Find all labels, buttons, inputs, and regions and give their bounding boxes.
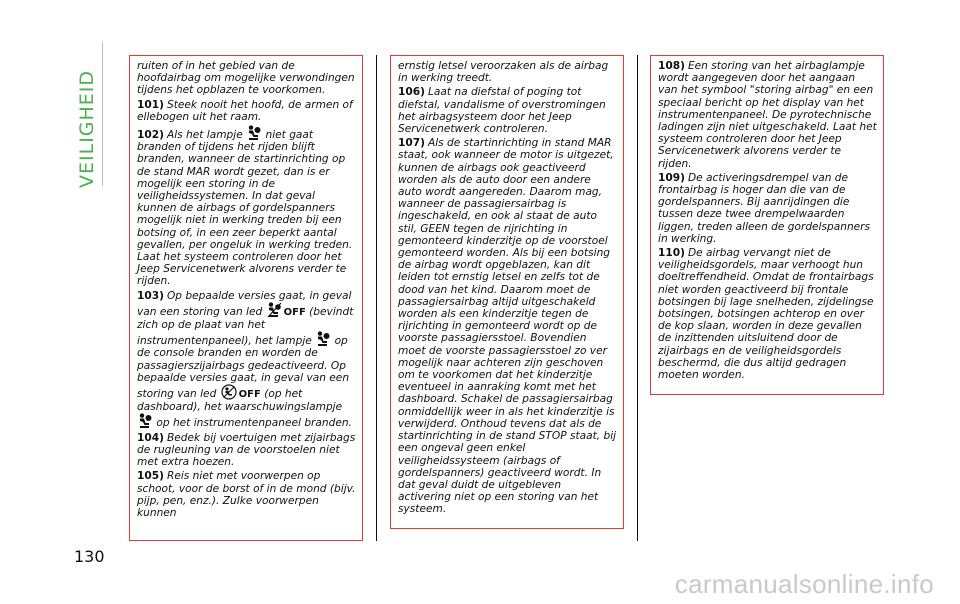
- note-106: [398, 86, 617, 135]
- note-103-text-c: op de console branden en worden de passagierszijairbags gedeactiveerd. Op bepaalde versies gaat, in geval van een storing van led: [137, 335, 350, 401]
- note-103-text-e: op het instrumentenpaneel branden.: [156, 417, 352, 430]
- column2-intro: ernstig letsel veroorzaken als de airbag in werking treedt.: [398, 60, 609, 85]
- note-108-number: 108): [658, 60, 685, 72]
- passenger-airbag-off-icon: [267, 302, 282, 318]
- note-102-text-before: Als het lampje: [166, 129, 243, 142]
- note-108: [658, 60, 877, 170]
- passenger-airbag-off-circle-icon: [221, 384, 237, 400]
- note-105-text: Reis niet met voorwerpen op schoot, voor de borst of in de mond (bijv. pijp, pen, enz.). Zulke voorwerpen kunnen: [137, 470, 356, 519]
- note-103-number: 103): [137, 289, 164, 302]
- note-110-number: 110): [658, 247, 685, 260]
- note-110-text: De airbag vervangt niet de veiligheidsgordels, maar verhoogt hun doeltreffendheid. Omdat de frontairbags niet worden geactiveerd bij frontale botsingen bij lage snelheden, zijdelingse botsingen, botsingen achterop en over de kop slaan, worden in deze gevallen de inzittenden uitsluitend door de zijairbags en de veiligheidsgordels beschermd, die dus altijd gedragen moeten worden.: [658, 247, 874, 382]
- note-107-number: 107): [398, 137, 425, 150]
- note-105: [137, 470, 356, 519]
- column-divider-1: [376, 55, 377, 541]
- note-106-number: 106): [398, 86, 425, 99]
- note-103-text-d: (op het dashboard), het waarschuwingslampje: [137, 388, 343, 414]
- watermark: carmanualsonline.info: [674, 569, 934, 599]
- note-109-number: 109): [658, 171, 685, 184]
- note-109-text: De activeringsdrempel van de frontairbag is hoger dan die van de gordelspanners. Bij aanrijdingen die tussen deze twee drempelwaarden liggen, treden alleen de gordelspanners in werking.: [658, 171, 871, 245]
- column1-intro: ruiten of in het gebied van de hoofdairbag om mogelijke verwondingen tijdens het opblazen te voorkomen.: [137, 60, 355, 97]
- warning-box-3: [650, 55, 884, 395]
- note-104-text: Bedek bij voertuigen met zijairbags de rugleuning van de voorstoelen niet met extra hoezen.: [137, 431, 356, 469]
- note-102-number: 102): [137, 129, 164, 142]
- note-107: [398, 137, 617, 515]
- dashboard-off-label: OFF: [238, 389, 261, 401]
- note-110: [658, 247, 877, 381]
- page-number: 130: [74, 547, 105, 566]
- note-101-text: Steek nooit het hoofd, de armen of ellebogen uit het raam.: [137, 98, 353, 123]
- column-divider-2: [637, 55, 638, 541]
- note-103: [137, 290, 356, 430]
- airbag-warning-icon: [138, 413, 152, 429]
- note-104-number: 104): [137, 431, 164, 444]
- note-101-number: 101): [137, 98, 164, 111]
- note-102: [137, 125, 356, 288]
- note-101: [137, 99, 356, 123]
- section-title: VEILIGHEID: [76, 69, 98, 188]
- airbag-warning-icon: [316, 331, 330, 347]
- note-104: [137, 432, 356, 469]
- warning-box-2: [390, 55, 624, 529]
- note-103-text-b: (bevindt zich op de plaat van het instrumentenpaneel), het lampje: [137, 305, 354, 348]
- note-107-text: Als de startinrichting in stand MAR staat, ook wanneer de motor is uitgezet, kunnen de airbags ook geactiveerd worden als de auto door een andere auto wordt aangereden. Daarom mag, wanneer de passagiersairbag is ingeschakeld, en ook al staat de auto stil, GEEN tegen de rijrichting in gemonteerd kinderzitje op de voorstoel gemonteerd worden. Als bij een botsing de airbag wordt opgeblazen, kan dit leiden tot ernstig letsel en zelfs tot de dood van het kind. Daarom moet de passagiersairbag altijd uitgeschakeld worden als een kinderzitje tegen de rijrichting in gemonteerd wordt op de voorste passagiersstoel. Bovendien moet de voorste passagiersstoel zo ver mogelijk naar achteren zijn geschoven om te voorkomen dat het kinderzitje eventueel in aanraking komt met het dashboard. Schakel de passagiersairbag onmiddellijk weer in als het kinderzitje is verwijderd. Onthoud tevens dat als de startinrichting in de stand STOP staat, bij een ongeval geen enkel veiligheidssysteem (airbags of gordelspanners) geactiveerd wordt. In dat geval duidt de uitgebleven activering niet op een storing van het systeem.: [398, 137, 617, 516]
- note-108-text: Een storing van het airbaglampje wordt aangegeven door het aangaan van het symbool "storing airbag" en een speciaal bericht op het display van het instrumentenpaneel. De pyrotechnische ladingen zijn niet uitgeschakeld. Laat het systeem controleren door het Jeep Servicenetwerk alvorens verder te rijden.: [658, 60, 877, 170]
- note-102-text-after: niet gaat branden of tijdens het rijden blijft branden, wanneer de startinrichting op de stand MAR wordt gezet, dan is er mogelijk een storing in de veiligheidssystemen. In dat geval kunnen de airbags of gordelspanners mogelijk niet in werking treden bij een botsing of, in een zeer beperkt aantal gevallen, per ongeluk in werking treden. Laat het systeem controleren door het Jeep Servicenetwerk alvorens verder te rijden.: [137, 129, 353, 288]
- warning-box-1: [129, 55, 363, 541]
- led-off-label: OFF: [283, 306, 306, 318]
- airbag-warning-icon: [247, 125, 261, 141]
- title-rule: [102, 42, 103, 186]
- note-105-number: 105): [137, 470, 164, 483]
- note-106-text: Laat na diefstal of poging tot diefstal, vandalisme of overstromingen het airbagsysteem door het Jeep Servicenetwerk controleren.: [398, 86, 606, 136]
- note-103-text-a: Op bepaalde versies gaat, in geval van een storing van led: [137, 289, 352, 318]
- note-109: [658, 172, 877, 245]
